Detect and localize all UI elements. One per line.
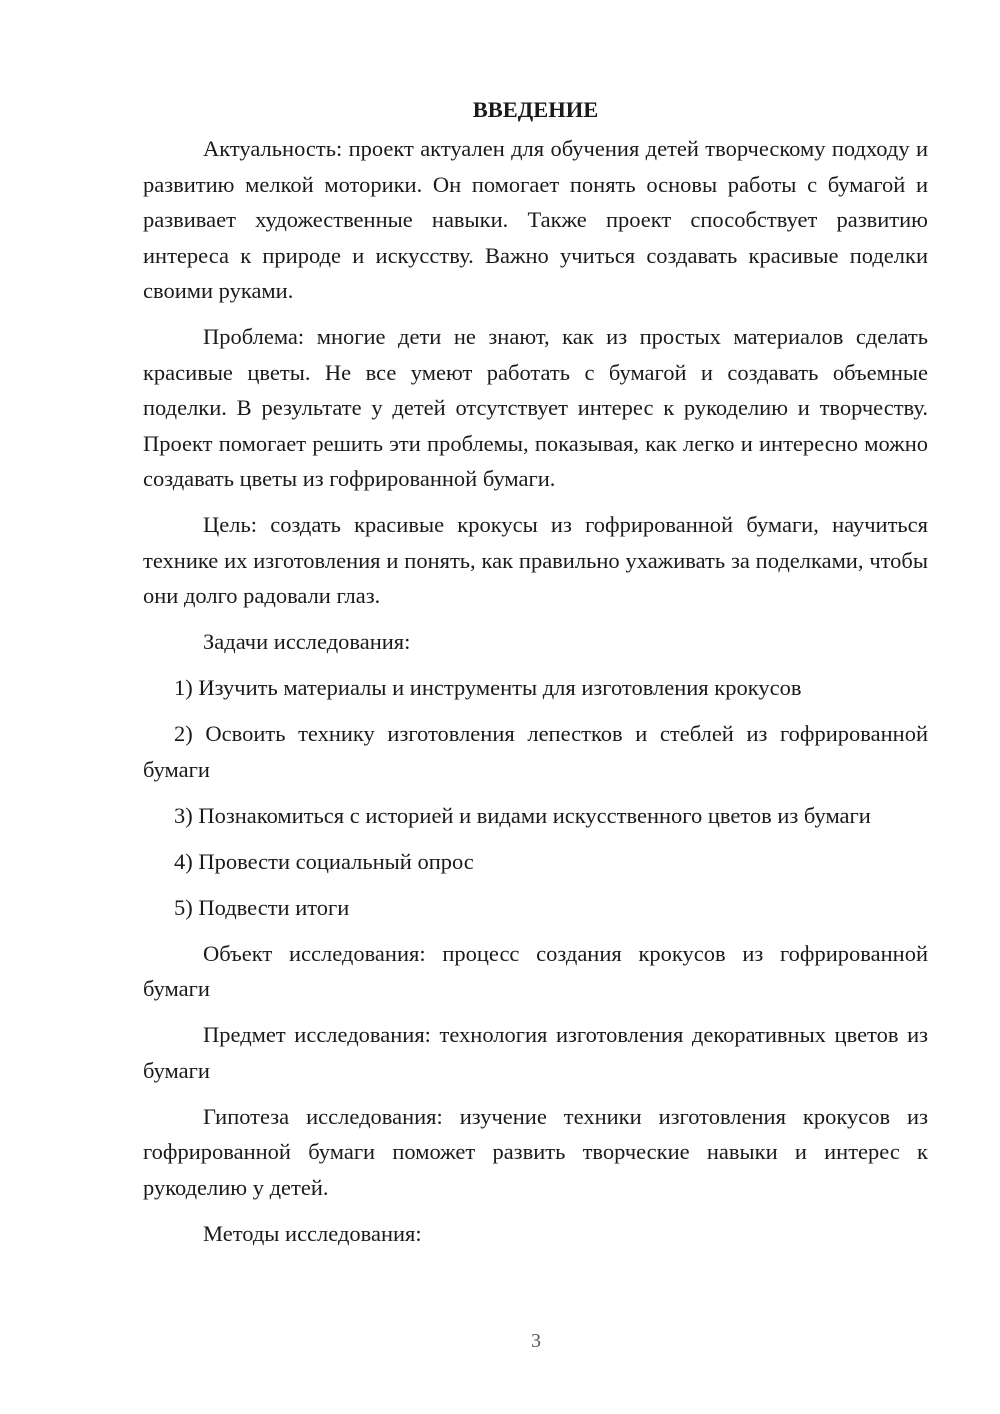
problem-paragraph: Проблема: многие дети не знают, как из простых материалов сделать красивые цветы. Не все умеют работать с бумагой и создавать объемные поделки. В результате у детей отсутствует интерес к рукоделию и творчеству. Проект помогает решить эти проблемы, показывая, как легко и интересно можно создавать цветы из гофрированной бумаги. — [143, 324, 928, 491]
methods-heading: Методы исследования: — [203, 1220, 422, 1246]
task-item-3: 3) Познакомиться с историей и видами искусственного цветов из бумаги — [174, 802, 871, 828]
task-item-4: 4) Провести социальный опрос — [174, 848, 474, 874]
page-title: ВВЕДЕНИЕ — [472, 97, 599, 122]
page-content — [143, 92, 928, 1262]
page-number: 3 — [531, 1330, 541, 1352]
task-item-5: 5) Подвести итоги — [174, 894, 350, 920]
task-item-2: 2) Освоить технику изготовления лепестков и стеблей из гофрированной бумаги — [143, 721, 928, 782]
hypothesis-paragraph: Гипотеза исследования: изучение техники изготовления крокусов из гофрированной бумаги поможет развить творческие навыки и интерес к рукоделию у детей. — [143, 1103, 928, 1200]
object-paragraph: Объект исследования: процесс создания крокусов из гофрированной бумаги — [143, 940, 928, 1001]
relevance-paragraph: Актуальность: проект актуален для обучения детей творческому подходу и развитию мелкой моторики. Он помогает понять основы работы с бумагой и развивает художественные навыки. Также проект способствует развитию интереса к природе и искусству. Важно учиться создавать красивые поделки своими руками. — [143, 136, 928, 303]
goal-paragraph: Цель: создать красивые крокусы из гофрированной бумаги, научиться технике их изготовления и понять, как правильно ухаживать за поделками, чтобы они долго радовали глаз. — [143, 512, 928, 608]
subject-paragraph: Предмет исследования: технология изготовления декоративных цветов из бумаги — [143, 1022, 928, 1083]
task-item-1: 1) Изучить материалы и инструменты для изготовления крокусов — [174, 675, 802, 700]
tasks-heading: Задачи исследования: — [203, 629, 411, 654]
